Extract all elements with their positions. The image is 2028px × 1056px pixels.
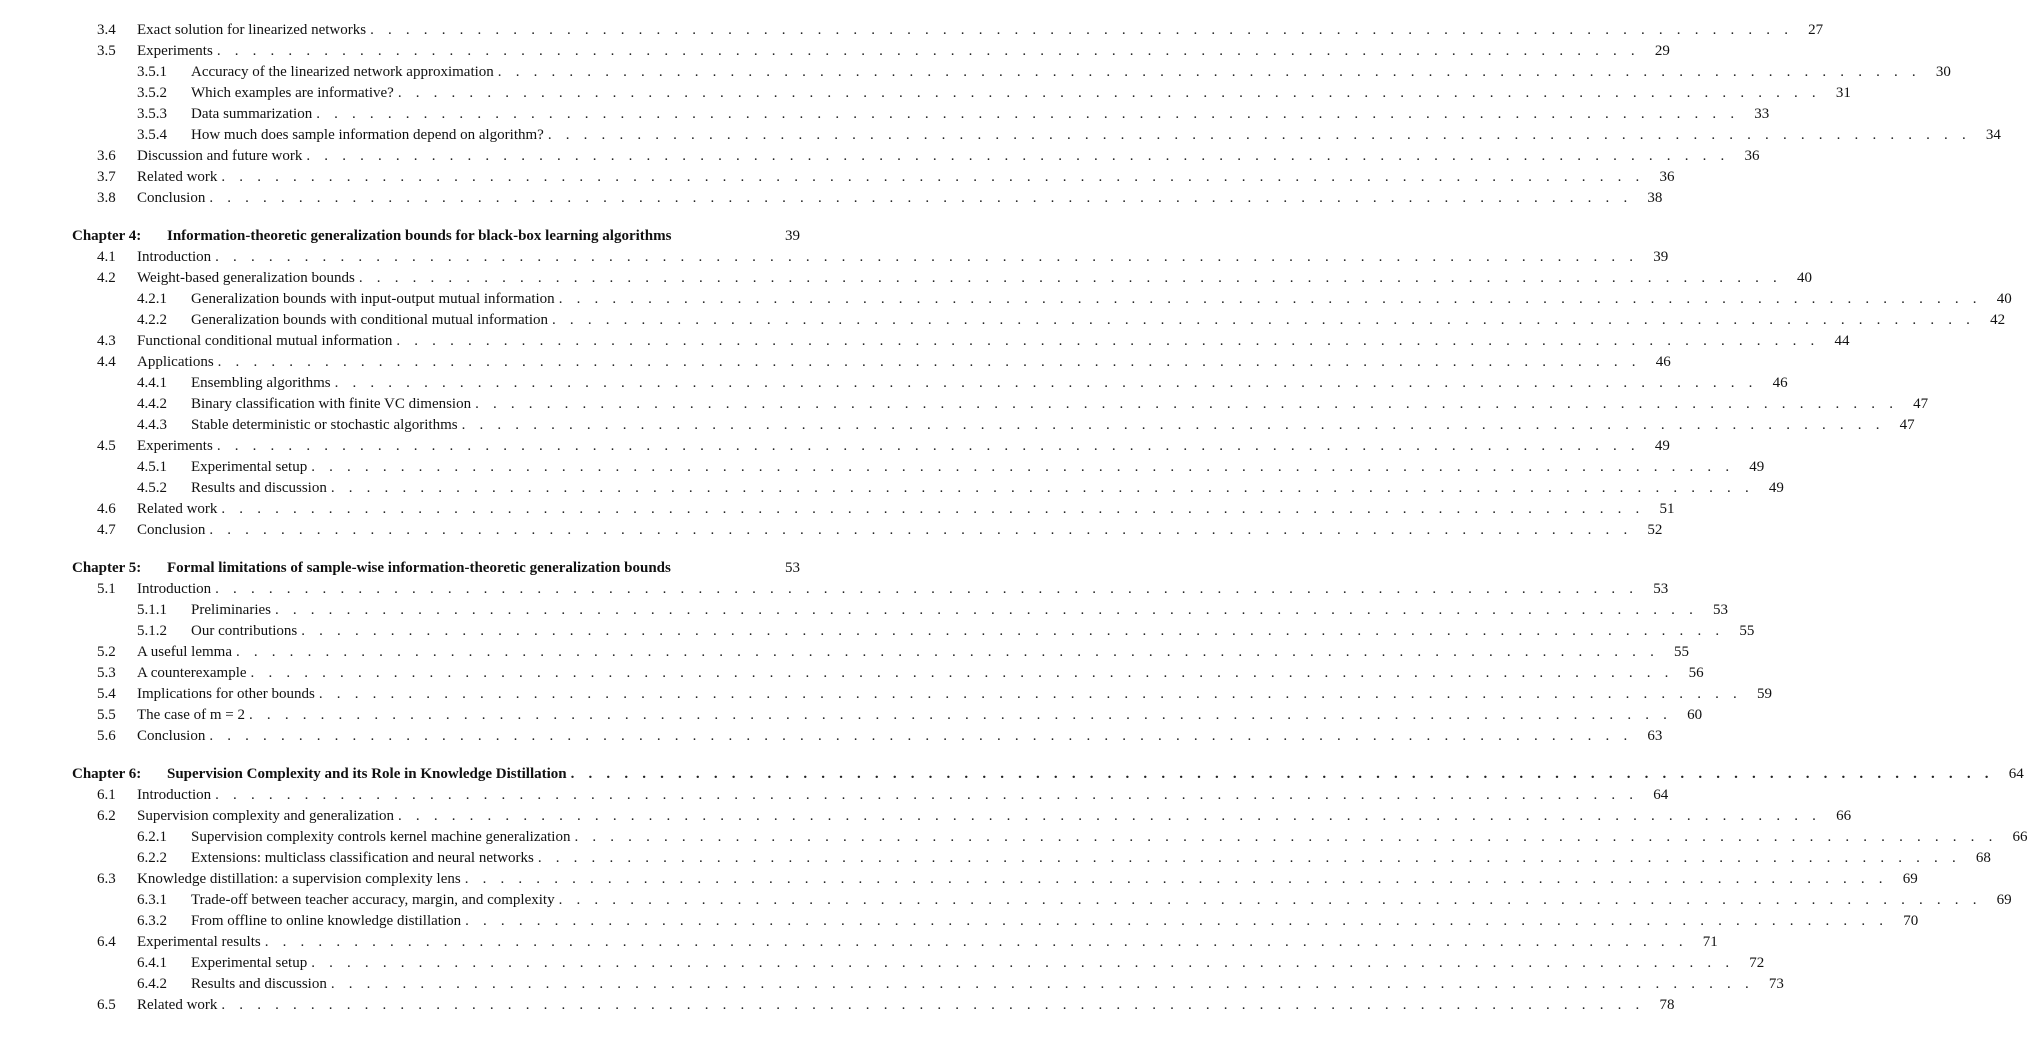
dot-leader: . . . . . . . . . . . . . . . . . . . . . . . . . . . . . . . . . . . . . . . . . . . . . . . . . . . . . . . . . . . . . . . . . . . . . . . . . . . . . . . . [330,976,1754,992]
dot-leader: . . . . . . . . . . . . . . . . . . . . . . . . . . . . . . . . . . . . . . . . . . . . . . . . . . . . . . . . . . . . . . . . . . . . . . . . . . . . . . . . [397,85,1821,101]
dot-leader: . . . . . . . . . . . . . . . . . . . . . . . . . . . . . . . . . . . . . . . . . . . . . . . . . . . . . . . . . . . . . . . . . . . . . . . . . . . . . . . . [215,581,1639,597]
entry-number: 3.8 [97,190,116,206]
dot-leader: . . . . . . . . . . . . . . . . . . . . . . . . . . . . . . . . . . . . . . . . . . . . . . . . . . . . . . . . . . . . . . . . . . . . . . . . . . . . . . . . [250,665,1674,681]
toc-section-entry[interactable] [0,579,1669,600]
entry-page-number: 36 [1659,169,1675,185]
entry-page-number: 60 [1687,707,1703,723]
entry-title: Functional conditional mutual information [137,333,393,349]
entry-page-number: 40 [1996,291,2012,307]
toc-section-entry[interactable] [0,352,1671,373]
toc-subsection-entry[interactable] [0,974,1784,995]
entry-page-number: 71 [1702,934,1718,950]
entry-page-number: 30 [1935,64,1951,80]
entry-title: Preliminaries [191,602,271,618]
entry-page-number: 49 [1654,438,1670,454]
entry-title: Exact solution for linearized networks [137,22,367,38]
entry-number: 4.5.1 [137,459,167,475]
entry-number: 6.2.1 [137,829,167,845]
entry-number: 4.2.2 [137,312,167,328]
entry-number: 3.5.1 [137,64,167,80]
toc-section-entry[interactable] [0,247,1669,268]
entry-number: Chapter 6: [72,766,142,782]
entry-page-number: 46 [1655,354,1671,370]
entry-number: 3.7 [97,169,116,185]
dot-leader: . . . . . . . . . . . . . . . . . . . . . . . . . . . . . . . . . . . . . . . . . . . . . . . . . . . . . . . . . . . . . . . . . . . . . . . . . . . . . . . . [358,270,1782,286]
entry-title: Binary classification with finite VC dimension [191,396,472,412]
dot-leader: . . . . . . . . . . . . . . . . . . . . . . . . . . . . . . . . . . . . . . . . . . . . . . . . . . . . . . . . . . . . . . . . . . . . . . . . . . . . . . . . [221,997,1645,1013]
dot-leader: . . . . . . . . . . . . . . . . . . . . . . . . . . . . . . . . . . . . . . . . . . . . . . . . . . . . . . . . . . . . . . . . . . . . . . . . . . . . . . . . [215,249,1639,265]
dot-leader: . . . . . . . . . . . . . . . . . . . . . . . . . . . . . . . . . . . . . . . . . . . . . . . . . . . . . . . . . . . . . . . . . . . . . . . . . . . . . . . . [216,43,1640,59]
toc-subsection-entry[interactable] [0,289,2012,310]
entry-number: 4.1 [97,249,116,265]
entry-number: 4.3 [97,333,116,349]
entry-number: 4.4.1 [137,375,167,391]
entry-title: Related work [137,997,218,1013]
entry-page-number: 40 [1796,270,1812,286]
toc-subsection-entry[interactable] [0,394,1929,415]
entry-title: Weight-based generalization bounds [137,270,355,286]
toc-subsection-entry[interactable] [0,953,1765,974]
entry-page-number: 64 [1653,787,1669,803]
entry-title: Our contributions [191,623,298,639]
toc-section-entry[interactable] [0,726,1663,747]
entry-title: How much does sample information depend on algorithm? [191,127,544,143]
dot-leader: . . . . . . . . . . . . . . . . . . . . . . . . . . . . . . . . . . . . . . . . . . . . . . . . . . . . . . . . . . . . . . . . . . . . . . . . . . . . . . . . [547,127,1971,143]
dot-leader: . . . . . . . . . . . . . . . . . . . . . . . . . . . . . . . . . . . . . . . . . . . . . . . . . . . . . . . . . . . . . . . . . . . . . . . . . . . . . . . . [217,354,1641,370]
entry-title: Ensembling algorithms [191,375,331,391]
entry-title: Which examples are informative? [191,85,394,101]
dot-leader: . . . . . . . . . . . . . . . . . . . . . . . . . . . . . . . . . . . . . . . . . . . . . . . . . . . . . . . . . . . . . . . . . . . . . . . . . . . . . . . . [264,934,1688,950]
toc-subsection-entry[interactable] [0,83,1851,104]
toc-section-entry[interactable] [0,20,1824,41]
toc-section-entry[interactable] [0,705,1703,726]
entry-number: 5.1.1 [137,602,167,618]
toc-subsection-entry[interactable] [0,621,1755,642]
entry-title: Extensions: multiclass classification and neural networks [191,850,534,866]
entry-number: 6.1 [97,787,116,803]
entry-page-number: 34 [1985,127,2001,143]
toc-subsection-entry[interactable] [0,600,1729,621]
entry-page-number: 36 [1744,148,1760,164]
entry-page-number: 44 [1834,333,1850,349]
dot-leader [675,558,776,579]
toc-section-entry[interactable] [0,932,1718,953]
entry-page-number: 66 [2012,829,2028,845]
entry-page-number: 70 [1903,913,1919,929]
dot-leader: . . . . . . . . . . . . . . . . . . . . . . . . . . . . . . . . . . . . . . . . . . . . . . . . . . . . . . . . . . . . . . . . . . . . . . . . . . . . . . . . [221,501,1645,517]
toc-subsection-entry[interactable] [0,310,2006,331]
toc-subsection-entry[interactable] [0,457,1765,478]
toc-chapter-entry[interactable] [0,226,852,247]
entry-title: From offline to online knowledge distillation [191,913,462,929]
dot-leader: . . . . . . . . . . . . . . . . . . . . . . . . . . . . . . . . . . . . . . . . . . . . . . . . . . . . . . . . . . . . . . . . . . . . . . . . . . . . . . . . [215,787,1639,803]
entry-page-number: 53 [1653,581,1669,597]
entry-number: 4.4 [97,354,116,370]
dot-leader [675,226,776,247]
entry-page-number: 47 [1899,417,1915,433]
entry-page-number: 55 [1674,644,1690,660]
entry-number: 6.3 [97,871,116,887]
entry-page-number: 29 [1654,43,1670,59]
entry-title: Related work [137,501,218,517]
toc-section-entry[interactable] [0,331,1850,352]
entry-title: Discussion and future work [137,148,303,164]
entry-number: 5.4 [97,686,116,702]
entry-page-number: 68 [1975,850,1991,866]
toc-section-entry[interactable] [0,146,1760,167]
entry-page-number: 55 [1739,623,1755,639]
dot-leader: . . . . . . . . . . . . . . . . . . . . . . . . . . . . . . . . . . . . . . . . . . . . . . . . . . . . . . . . . . . . . . . . . . . . . . . . . . . . . . . . [235,644,1660,660]
entry-number: 4.2.1 [137,291,167,307]
entry-title: Experiments [137,438,213,454]
dot-leader: . . . . . . . . . . . . . . . . . . . . . . . . . . . . . . . . . . . . . . . . . . . . . . . . . . . . . . . . . . . . . . . . . . . . . . . . . . . . . . . . [464,871,1888,887]
entry-title: Trade-off between teacher accuracy, margin, and complexity [191,892,555,908]
entry-number: 6.4.2 [137,976,167,992]
entry-title: Experimental setup [191,459,308,475]
entry-number: 5.6 [97,728,116,744]
dot-leader: . . . . . . . . . . . . . . . . . . . . . . . . . . . . . . . . . . . . . . . . . . . . . . . . . . . . . . . . . . . . . . . . . . . . . . . . . . . . . . . . [461,417,1885,433]
entry-page-number: 51 [1659,501,1675,517]
entry-title: Data summarization [191,106,313,122]
dot-leader: . . . . . . . . . . . . . . . . . . . . . . . . . . . . . . . . . . . . . . . . . . . . . . . . . . . . . . . . . . . . . . . . . . . . . . . . . . . . . . . . [316,106,1740,122]
entry-title: Results and discussion [191,976,327,992]
dot-leader: . . . . . . . . . . . . . . . . . . . . . . . . . . . . . . . . . . . . . . . . . . . . . . . . . . . . . . . . . . . . . . . . . . . . . . . . . . . . . . . . [396,333,1820,349]
entry-title: Introduction [137,787,212,803]
entry-number: 6.4.1 [137,955,167,971]
entry-title: Experiments [137,43,213,59]
entry-title: Applications [137,354,214,370]
dot-leader: . . . . . . . . . . . . . . . . . . . . . . . . . . . . . . . . . . . . . . . . . . . . . . . . . . . . . . . . . . . . . . . . . . . . . . . . . . . . . . . . [465,913,1889,929]
dot-leader: . . . . . . . . . . . . . . . . . . . . . . . . . . . . . . . . . . . . . . . . . . . . . . . . . . . . . . . . . . . . . . . . . . . . . . . . . . . . . . . . [574,829,1998,845]
entry-title: A counterexample [137,665,247,681]
entry-page-number: 27 [1808,22,1824,38]
toc-section-entry[interactable] [0,806,1852,827]
toc-subsection-entry[interactable] [0,104,1770,125]
entry-page-number: 66 [1836,808,1852,824]
dot-leader: . . . . . . . . . . . . . . . . . . . . . . . . . . . . . . . . . . . . . . . . . . . . . . . . . . . . . . . . . . . . . . . . . . . . . . . . . . . . . . . . [216,438,1640,454]
dot-leader: . . . . . . . . . . . . . . . . . . . . . . . . . . . . . . . . . . . . . . . . . . . . . . . . . . . . . . . . . . . . . . . . . . . . . . . . . . . . . . . . [558,291,1982,307]
entry-number: 5.5 [97,707,116,723]
dot-leader: . . . . . . . . . . . . . . . . . . . . . . . . . . . . . . . . . . . . . . . . . . . . . . . . . . . . . . . . . . . . . . . . . . . . . . . . . . . . . . . . [475,396,1899,412]
toc-subsection-entry[interactable] [0,373,1788,394]
dot-leader: . . . . . . . . . . . . . . . . . . . . . . . . . . . . . . . . . . . . . . . . . . . . . . . . . . . . . . . . . . . . . . . . . . . . . . . . . . . . . . . . [370,22,1794,38]
entry-number: 6.5 [97,997,116,1013]
entry-page-number: 39 [1653,249,1669,265]
entry-title: Accuracy of the linearized network approximation [191,64,494,80]
toc-subsection-entry[interactable] [0,827,2028,848]
entry-title: A useful lemma [137,644,232,660]
dot-leader: . . . . . . . . . . . . . . . . . . . . . . . . . . . . . . . . . . . . . . . . . . . . . . . . . . . . . . . . . . . . . . . . . . . . . . . . . . . . . . . . [552,312,1976,328]
dot-leader: . . . . . . . . . . . . . . . . . . . . . . . . . . . . . . . . . . . . . . . . . . . . . . . . . . . . . . . . . . . . . . . . . . . . . . . . . . . . . . . . [209,522,1633,538]
entry-number: 5.1.2 [137,623,167,639]
entry-number: 6.3.2 [137,913,167,929]
entry-page-number: 69 [1902,871,1918,887]
entry-title: Supervision complexity controls kernel machine generalization [191,829,571,845]
toc-section-entry[interactable] [0,167,1675,188]
dot-leader: . . . . . . . . . . . . . . . . . . . . . . . . . . . . . . . . . . . . . . . . . . . . . . . . . . . . . . . . . . . . . . . . . . . . . . . . . . . . . . . . [398,808,1822,824]
entry-number: 4.4.2 [137,396,167,412]
toc-subsection-entry[interactable] [0,890,2012,911]
toc-subsection-entry[interactable] [0,415,1915,436]
entry-title: Supervision Complexity and its Role in Knowledge Distillation [167,766,567,782]
entry-title: Conclusion [137,522,206,538]
dot-leader: . . . . . . . . . . . . . . . . . . . . . . . . . . . . . . . . . . . . . . . . . . . . . . . . . . . . . . . . . . . . . . . . . . . . . . . . . . . . . . . . [301,623,1725,639]
toc-subsection-entry[interactable] [0,125,2001,146]
toc-subsection-entry[interactable] [0,848,1991,869]
entry-title: Formal limitations of sample-wise information-theoretic generalization bounds [167,560,671,576]
dot-leader: . . . . . . . . . . . . . . . . . . . . . . . . . . . . . . . . . . . . . . . . . . . . . . . . . . . . . . . . . . . . . . . . . . . . . . . . . . . . . . . . [537,850,1961,866]
toc-section-entry[interactable] [0,785,1669,806]
entry-page-number: 31 [1835,85,1851,101]
dot-leader: . . . . . . . . . . . . . . . . . . . . . . . . . . . . . . . . . . . . . . . . . . . . . . . . . . . . . . . . . . . . . . . . . . . . . . . . . . . . . . . . [221,169,1645,185]
entry-title: Conclusion [137,190,206,206]
entry-number: 3.5.4 [137,127,167,143]
toc-section-entry[interactable] [0,520,1663,541]
entry-page-number: 42 [1990,312,2006,328]
entry-page-number: 63 [1647,728,1663,744]
entry-page-number: 78 [1659,997,1675,1013]
toc-section-entry[interactable] [0,436,1670,457]
entry-page-number: 46 [1772,375,1788,391]
entry-page-number: 33 [1754,106,1770,122]
entry-title: Related work [137,169,218,185]
entry-page-number: 49 [1749,459,1765,475]
toc-section-entry[interactable] [0,663,1704,684]
entry-number: 3.5 [97,43,116,59]
entry-title: Conclusion [137,728,206,744]
entry-number: 5.3 [97,665,116,681]
toc-section-entry[interactable] [0,499,1675,520]
dot-leader: . . . . . . . . . . . . . . . . . . . . . . . . . . . . . . . . . . . . . . . . . . . . . . . . . . . . . . . . . . . . . . . . . . . . . . . . . . . . . . . . [209,190,1633,206]
entry-title: Introduction [137,581,212,597]
entry-page-number: 73 [1768,976,1784,992]
entry-page-number: 52 [1647,522,1663,538]
entry-number: 3.5.3 [137,106,167,122]
entry-number: 6.2 [97,808,116,824]
dot-leader: . . . . . . . . . . . . . . . . . . . . . . . . . . . . . . . . . . . . . . . . . . . . . . . . . . . . . . . . . . . . . . . . . . . . . . . . . . . . . . . . [306,148,1730,164]
entry-page-number: 39 [785,228,800,244]
entry-title: The case of m = 2 [137,707,246,723]
entry-page-number: 72 [1749,955,1765,971]
dot-leader: . . . . . . . . . . . . . . . . . . . . . . . . . . . . . . . . . . . . . . . . . . . . . . . . . . . . . . . . . . . . . . . . . . . . . . . . . . . . . . . . [311,459,1735,475]
entry-title: Supervision complexity and generalization [137,808,395,824]
toc-chapter-entry[interactable] [0,764,2024,785]
entry-page-number: 64 [2008,766,2024,782]
entry-page-number: 56 [1688,665,1704,681]
toc-section-entry[interactable] [0,684,1772,705]
entry-number: 4.5.2 [137,480,167,496]
entry-number: 6.2.2 [137,850,167,866]
entry-page-number: 47 [1913,396,1929,412]
toc-subsection-entry[interactable] [0,62,1951,83]
entry-title: Results and discussion [191,480,327,496]
entry-page-number: 53 [1713,602,1729,618]
entry-number: 4.6 [97,501,116,517]
toc-section-entry[interactable] [0,188,1663,209]
entry-number: 4.2 [97,270,116,286]
entry-title: Knowledge distillation: a supervision complexity lens [137,871,461,887]
dot-leader: . . . . . . . . . . . . . . . . . . . . . . . . . . . . . . . . . . . . . . . . . . . . . . . . . . . . . . . . . . . . . . . . . . . . . . . . . . . . . . . . [497,64,1921,80]
dot-leader: . . . . . . . . . . . . . . . . . . . . . . . . . . . . . . . . . . . . . . . . . . . . . . . . . . . . . . . . . . . . . . . . . . . . . . . . . . . . . . . . [318,686,1742,702]
dot-leader: . . . . . . . . . . . . . . . . . . . . . . . . . . . . . . . . . . . . . . . . . . . . . . . . . . . . . . . . . . . . . . . . . . . . . . . . . . . . . . . . [311,955,1735,971]
entry-number: 3.5.2 [137,85,167,101]
entry-number: Chapter 5: [72,560,142,576]
entry-number: 5.1 [97,581,116,597]
entry-number: 3.6 [97,148,116,164]
entry-number: 4.7 [97,522,116,538]
dot-leader: . . . . . . . . . . . . . . . . . . . . . . . . . . . . . . . . . . . . . . . . . . . . . . . . . . . . . . . . . . . . . . . . . . . . . . . . . . . . . . . . [570,766,1994,782]
dot-leader: . . . . . . . . . . . . . . . . . . . . . . . . . . . . . . . . . . . . . . . . . . . . . . . . . . . . . . . . . . . . . . . . . . . . . . . . . . . . . . . . [558,892,1982,908]
toc-section-entry[interactable] [0,995,1675,1016]
entry-title: Experimental setup [191,955,308,971]
toc-subsection-entry[interactable] [0,478,1784,499]
entry-title: Generalization bounds with conditional mutual information [191,312,549,328]
entry-number: 4.5 [97,438,116,454]
entry-number: Chapter 4: [72,228,142,244]
entry-number: 3.4 [97,22,116,38]
entry-title: Information-theoretic generalization bounds for black-box learning algorithms [167,228,672,244]
entry-page-number: 69 [1996,892,2012,908]
entry-page-number: 49 [1768,480,1784,496]
entry-title: Introduction [137,249,212,265]
entry-page-number: 59 [1756,686,1772,702]
entry-number: 6.4 [97,934,116,950]
entry-title: Implications for other bounds [137,686,315,702]
entry-title: Experimental results [137,934,261,950]
entry-page-number: 53 [785,560,800,576]
toc-chapter-entry[interactable] [0,558,852,579]
entry-title: Generalization bounds with input-output mutual information [191,291,555,307]
entry-title: Stable deterministic or stochastic algorithms [191,417,458,433]
toc-subsection-entry[interactable] [0,911,1919,932]
toc-section-entry[interactable] [0,268,1812,289]
entry-number: 5.2 [97,644,116,660]
entry-number: 6.3.1 [137,892,167,908]
dot-leader: . . . . . . . . . . . . . . . . . . . . . . . . . . . . . . . . . . . . . . . . . . . . . . . . . . . . . . . . . . . . . . . . . . . . . . . . . . . . . . . . [249,707,1673,723]
toc-section-entry[interactable] [0,642,1690,663]
dot-leader: . . . . . . . . . . . . . . . . . . . . . . . . . . . . . . . . . . . . . . . . . . . . . . . . . . . . . . . . . . . . . . . . . . . . . . . . . . . . . . . . [209,728,1633,744]
dot-leader: . . . . . . . . . . . . . . . . . . . . . . . . . . . . . . . . . . . . . . . . . . . . . . . . . . . . . . . . . . . . . . . . . . . . . . . . . . . . . . . . [334,375,1758,391]
toc-section-entry[interactable] [0,41,1670,62]
dot-leader: . . . . . . . . . . . . . . . . . . . . . . . . . . . . . . . . . . . . . . . . . . . . . . . . . . . . . . . . . . . . . . . . . . . . . . . . . . . . . . . . [330,480,1754,496]
entry-number: 4.4.3 [137,417,167,433]
entry-page-number: 38 [1647,190,1663,206]
dot-leader: . . . . . . . . . . . . . . . . . . . . . . . . . . . . . . . . . . . . . . . . . . . . . . . . . . . . . . . . . . . . . . . . . . . . . . . . . . . . . . . . [274,602,1699,618]
toc-section-entry[interactable] [0,869,1918,890]
